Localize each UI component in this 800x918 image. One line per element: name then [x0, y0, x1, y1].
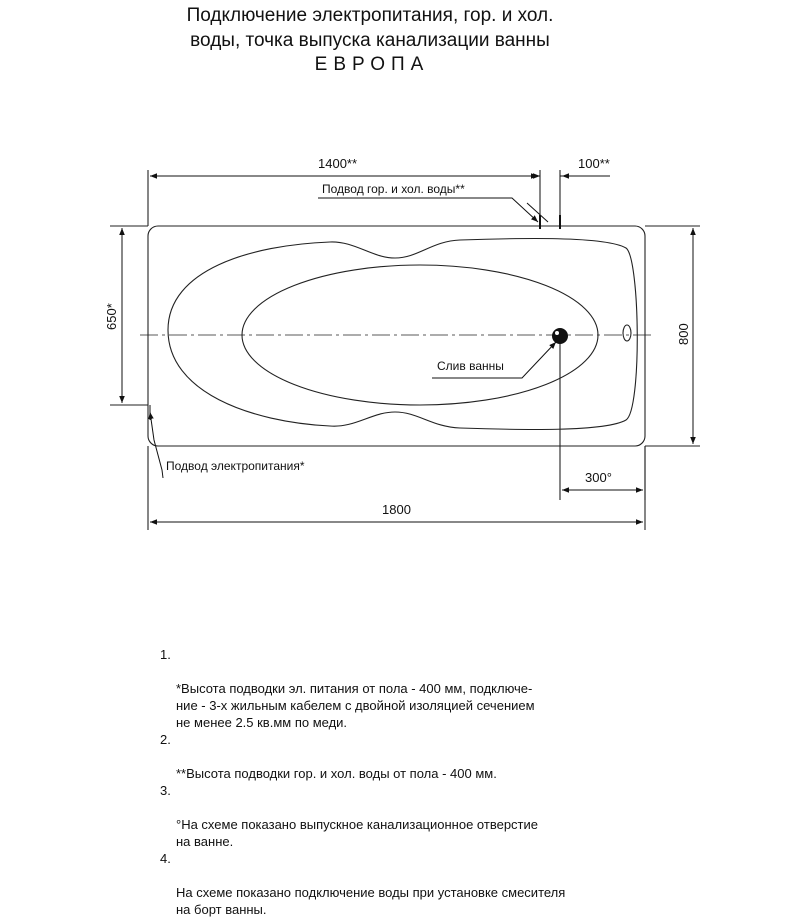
drain-hole: [552, 328, 568, 344]
note-item: [160, 731, 790, 782]
overflow-hole: [623, 325, 631, 341]
title-line-2: воды, точка выпуска канализации ванны: [190, 30, 550, 51]
water-leader: [318, 198, 538, 222]
dim-300-label: 300°: [585, 470, 612, 485]
power-supply-label: Подвод электропитания*: [166, 459, 305, 473]
note-number: 4.: [160, 851, 171, 866]
notes-list: [160, 646, 790, 918]
note-text: **Высота подводки гор. и хол. воды от пола - 400 мм.: [176, 766, 497, 781]
note-number: 1.: [160, 647, 171, 662]
note-number: 3.: [160, 783, 171, 798]
note-text: На схеме показано подключение воды при установке смесителя на борт ванны.: [176, 885, 566, 917]
power-leader: [150, 412, 163, 478]
dim-1400-label: 1400**: [318, 156, 358, 171]
dim-1800-label: 1800: [382, 502, 411, 517]
tub-outer-rim: [148, 226, 645, 446]
title-line-1: Подключение электропитания, гор. и хол.: [186, 5, 554, 26]
note-number: 2.: [160, 732, 171, 747]
water-supply-label: Подвод гор. и хол. воды**: [322, 182, 465, 196]
dim-100-label: 100**: [578, 156, 610, 171]
note-text: °На схеме показано выпускное канализационное отверстие на ванне.: [176, 817, 538, 849]
dim-800-label: 800: [676, 323, 691, 345]
note-item: [160, 782, 790, 850]
drain-label: Слив ванны: [437, 359, 504, 373]
dim-650-label: 650*: [104, 303, 119, 330]
note-text: *Высота подводки эл. питания от пола - 400 мм, подключе- ние - 3-х жильным кабелем с двойной изоляцией сечением не менее 2.5 кв.мм по меди.: [176, 681, 535, 730]
title-line-3: ЕВРОПА: [314, 54, 430, 75]
note-item: [160, 850, 790, 918]
note-item: [160, 646, 790, 731]
